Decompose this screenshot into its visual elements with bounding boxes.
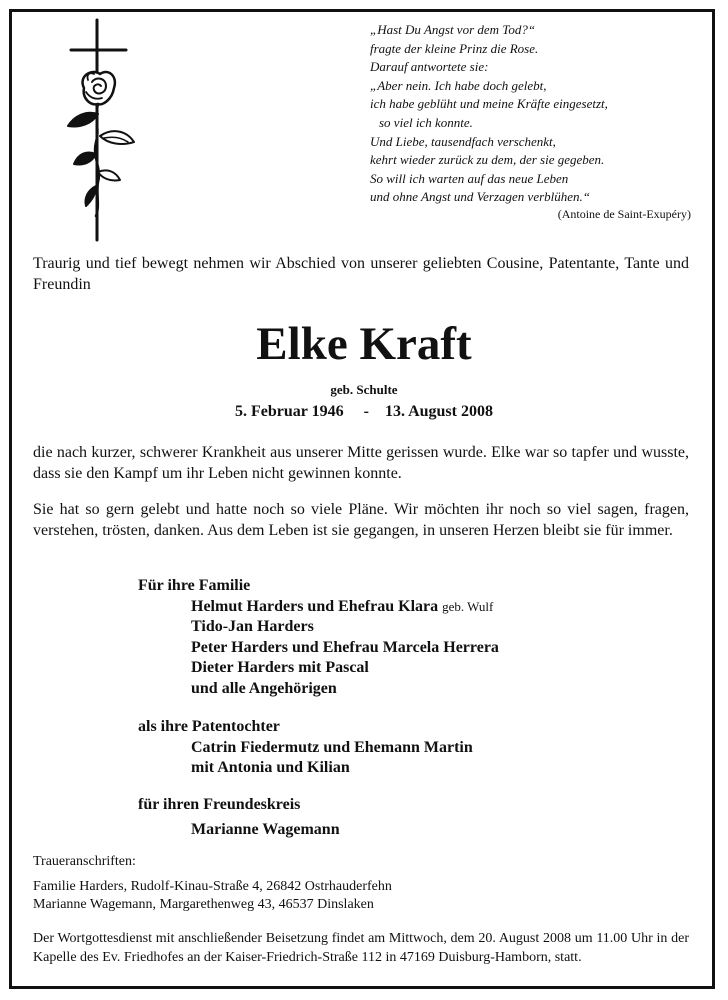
paragraph-memory: Sie hat so gern gelebt und hatte noch so viele Pläne. Wir möchten ihr noch so viel sagen, fragen, verstehen, trösten, danken. Aus dem Leben ist sie gegangen, in unseren Herzen bleibt sie für immer. [33, 501, 689, 539]
poem [370, 21, 692, 207]
friends-heading: für ihren Freundeskreis [138, 796, 301, 813]
godchild-heading: als ihre Patentochter [138, 718, 280, 735]
family-heading: Für ihre Familie [138, 577, 251, 594]
mourner-birth-name: geb. Wulf [442, 598, 494, 614]
deceased-name: Elke Kraft [256, 318, 472, 370]
poem-author: (Antoine de Saint-Exupéry) [557, 207, 691, 221]
poem-line: „Hast Du Angst vor dem Tod?“ [370, 22, 536, 37]
poem-line: fragte der kleine Prinz die Rose. [370, 40, 539, 56]
cross-with-rose-icon [56, 18, 146, 243]
poem-line: ich habe geblüht und meine Kräfte eingesetzt, [370, 96, 608, 112]
mourner-line: Peter Harders und Ehefrau Marcela Herrera [191, 638, 499, 656]
mourner-line: Marianne Wagemann [191, 820, 340, 838]
poem-line: „Aber nein. Ich habe doch gelebt, [370, 77, 547, 93]
poem-line: so viel ich konnte. [379, 114, 473, 130]
address-block [33, 853, 392, 915]
mourner-line: Catrin Fiedermutz und Ehemann Martin [191, 738, 473, 756]
godchild-section [138, 717, 473, 779]
poem-line: Und Liebe, tausendfach verschenkt, [370, 133, 556, 149]
poem-line: kehrt wieder zurück zu dem, der sie gegeben. [370, 152, 605, 168]
address-line: Familie Harders, Rudolf-Kinau-Straße 4, 26842 Ostrhauderfehn [33, 878, 392, 894]
mourner-line: Dieter Harders mit Pascal [191, 659, 369, 676]
mourner-line: Tido-Jan Harders [191, 618, 314, 635]
poem-line: Darauf antwortete sie: [370, 59, 489, 75]
mourner-name: Helmut Harders und Ehefrau Klara [191, 597, 439, 615]
family-section [138, 576, 499, 699]
mourner-line: mit Antonia und Kilian [191, 759, 350, 776]
birth-name: geb. Schulte [330, 382, 398, 397]
mourner-line [138, 597, 499, 618]
address-heading: Traueranschriften: [33, 854, 136, 869]
friends-section [138, 795, 340, 840]
poem-line: und ohne Angst und Verzagen verblühen.“ [370, 189, 591, 205]
life-dates: 5. Februar 1946 - 13. August 2008 [235, 403, 493, 420]
poem-line: So will ich warten auf das neue Leben [370, 170, 569, 186]
intro-text: Traurig und tief bewegt nehmen wir Abschied von unserer geliebten Cousine, Patentante, Tante und Freundin [33, 255, 689, 293]
address-line: Marianne Wagemann, Margarethenweg 43, 46537 Dinslaken [33, 897, 374, 912]
paragraph-illness: die nach kurzer, schwerer Krankheit aus unserer Mitte gerissen wurde. Elke war so tapfer und wusste, dass sie den Kampf um ihr Leben nicht gewinnen konnte. [33, 444, 689, 482]
mourner-line: und alle Angehörigen [191, 679, 337, 697]
service-notice: Der Wortgottesdienst mit anschließender Beisetzung findet am Mittwoch, dem 20. August 2008 um 11.00 Uhr in der Kapelle des Ev. Friedhofes an der Kaiser-Friedrich-Straße 112 in 47169 Duisburg-Hamborn, statt. [33, 931, 689, 965]
